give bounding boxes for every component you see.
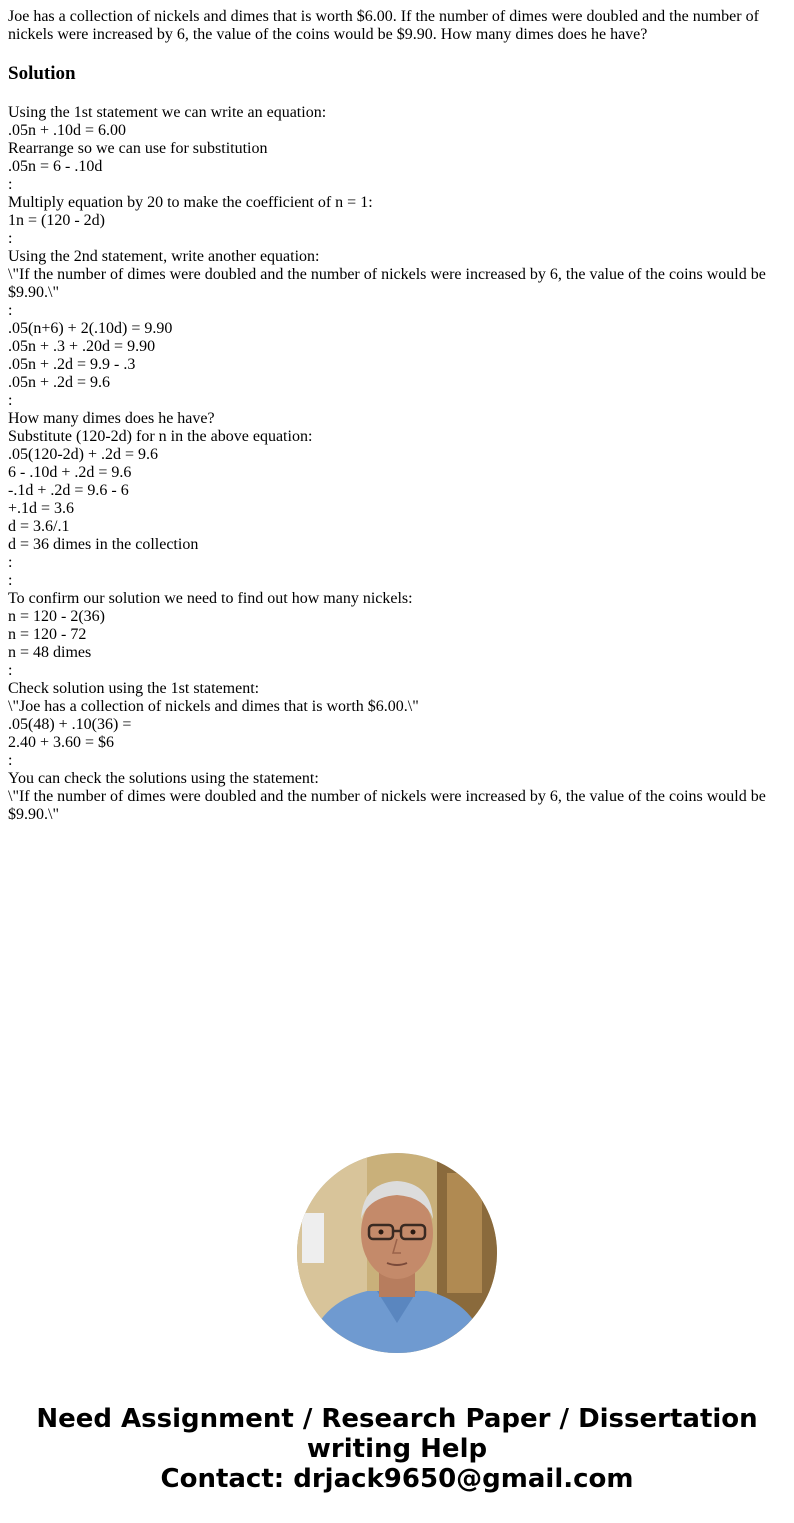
solution-line: .05(120-2d) + .2d = 9.6: [8, 446, 159, 463]
solution-line: \"If the number of dimes were doubled and the number of nickels were increased by 6, the value of the coins would be $9.90.\": [8, 788, 770, 823]
solution-line: .05n + .2d = 9.6: [8, 374, 111, 391]
promo-line: Need Assignment / Research Paper / Dissertation writing Help: [36, 1404, 758, 1464]
solution-line: .05n = 6 - .10d: [8, 158, 103, 175]
solution-body: [8, 104, 778, 824]
solution-line: d = 3.6/.1: [8, 518, 70, 535]
solution-line: To confirm our solution we need to find out how many nickels:: [8, 590, 413, 607]
page-content: [8, 8, 778, 824]
solution-line: 1n = (120 - 2d): [8, 212, 106, 229]
solution-line: How many dimes does he have?: [8, 410, 215, 427]
solution-line: n = 120 - 2(36): [8, 608, 106, 625]
solution-line: 2.40 + 3.60 = $6: [8, 734, 115, 751]
author-avatar: [297, 1153, 497, 1353]
solution-line: +.1d = 3.6: [8, 500, 75, 517]
solution-line: Using the 1st statement we can write an equation:: [8, 104, 327, 121]
solution-line: Using the 2nd statement, write another equation:: [8, 248, 320, 265]
solution-line: .05n + .3 + .20d = 9.90: [8, 338, 156, 355]
solution-line: 6 - .10d + .2d = 9.6: [8, 464, 132, 481]
solution-line: :: [8, 554, 13, 571]
solution-line: :: [8, 176, 13, 193]
solution-line: Substitute (120-2d) for n in the above equation:: [8, 428, 313, 445]
solution-line: -.1d + .2d = 9.6 - 6: [8, 482, 129, 499]
solution-line: :: [8, 752, 13, 769]
solution-line: Rearrange so we can use for substitution: [8, 140, 268, 157]
solution-line: \"If the number of dimes were doubled and the number of nickels were increased by 6, the value of the coins would be $9.90.\": [8, 266, 770, 301]
solution-line: \"Joe has a collection of nickels and dimes that is worth $6.00.\": [8, 698, 419, 715]
solution-line: .05(n+6) + 2(.10d) = 9.90: [8, 320, 173, 337]
contact-line: Contact: drjack9650@gmail.com: [160, 1464, 634, 1494]
solution-line: :: [8, 572, 13, 589]
solution-line: :: [8, 662, 13, 679]
solution-heading: Solution: [8, 63, 76, 84]
solution-line: .05(48) + .10(36) =: [8, 716, 132, 733]
solution-line: .05n + .2d = 9.9 - .3: [8, 356, 136, 373]
solution-line: Check solution using the 1st statement:: [8, 680, 260, 697]
solution-line: :: [8, 230, 13, 247]
solution-line: :: [8, 392, 13, 409]
author-portrait: [297, 1153, 497, 1353]
solution-line: n = 120 - 72: [8, 626, 87, 643]
solution-line: You can check the solutions using the statement:: [8, 770, 319, 787]
solution-line: n = 48 dimes: [8, 644, 92, 661]
promo-footer: [0, 1404, 794, 1494]
solution-line: Multiply equation by 20 to make the coefficient of n = 1:: [8, 194, 373, 211]
solution-line: d = 36 dimes in the collection: [8, 536, 199, 553]
solution-line: .05n + .10d = 6.00: [8, 122, 127, 139]
question-text: Joe has a collection of nickels and dimes that is worth $6.00. If the number of dimes were doubled and the number of nickels were increased by 6, the value of the coins would be $9.90. How many dimes does he have?: [8, 8, 759, 43]
solution-line: :: [8, 302, 13, 319]
